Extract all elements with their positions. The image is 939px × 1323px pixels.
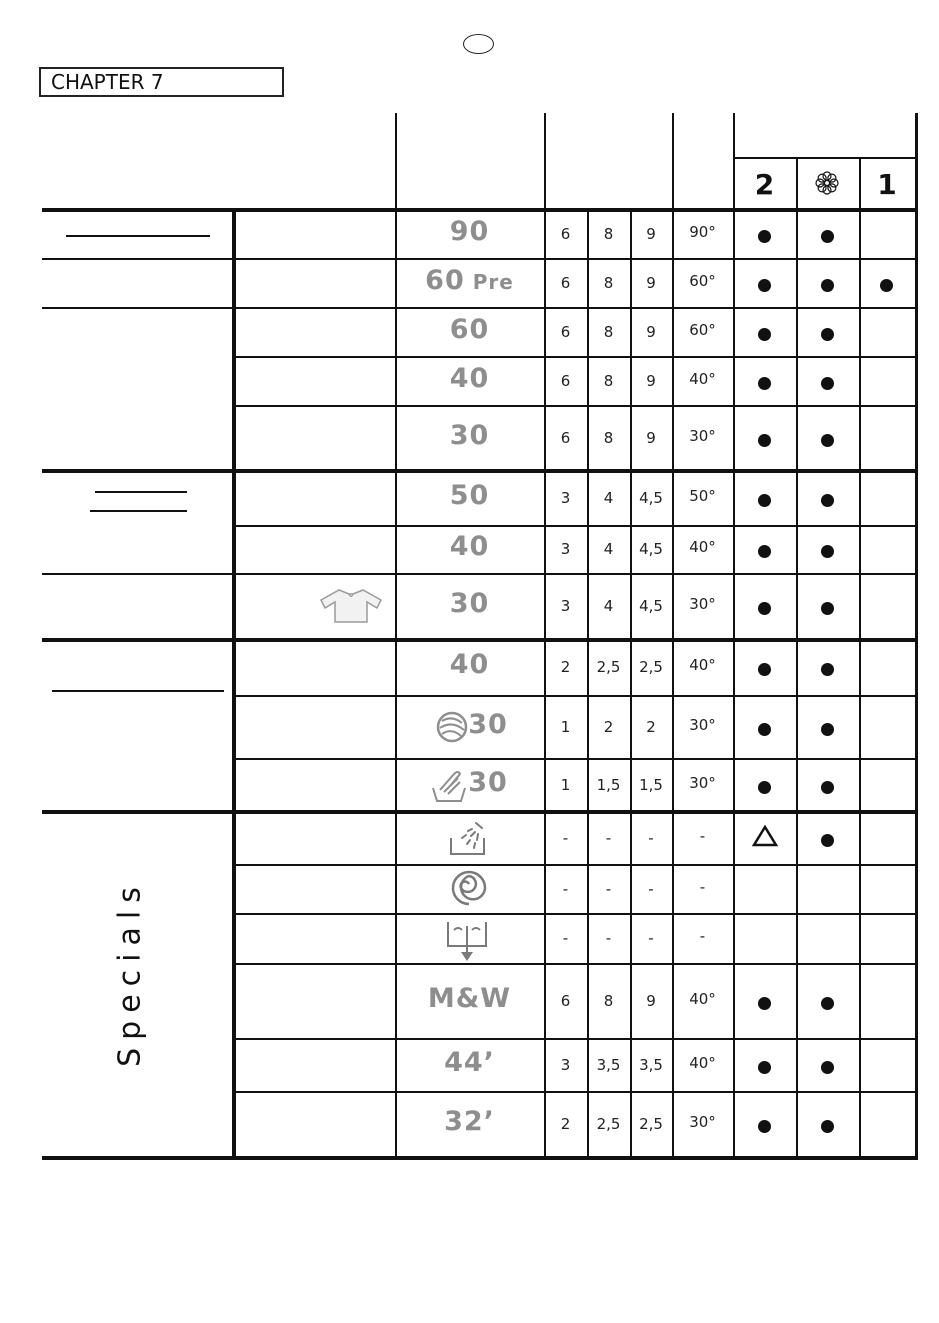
- load-c: 9: [646, 273, 656, 292]
- header-col-line: [796, 158, 798, 210]
- load-c: -: [648, 828, 654, 847]
- specials-label: Specials: [112, 879, 148, 1067]
- table-rule: [42, 810, 918, 814]
- temperature: 40°: [689, 656, 716, 674]
- body-col-line: [587, 210, 589, 1158]
- load-a: 3: [560, 1055, 571, 1074]
- table-rule: [42, 573, 232, 575]
- label-underline: [95, 491, 187, 493]
- temperature: 30°: [689, 1113, 716, 1131]
- label-underline: [90, 510, 187, 512]
- program-name: [395, 265, 544, 296]
- load-a: 6: [560, 428, 571, 447]
- load-c: 4,5: [639, 540, 663, 558]
- load-a: 6: [560, 273, 571, 292]
- table-rule: [236, 913, 917, 915]
- load-c: 9: [646, 428, 656, 447]
- dot-col-2: [758, 1061, 771, 1074]
- table-rule: [236, 758, 917, 760]
- dot-col-flower: [821, 328, 834, 341]
- program-name: 60: [449, 313, 490, 345]
- table-rule: [236, 695, 917, 697]
- load-b: 2: [603, 717, 614, 736]
- program-name: 32’: [444, 1106, 495, 1137]
- table-rule: [236, 1038, 917, 1040]
- temperature: 90°: [689, 222, 716, 241]
- program-name: 40: [449, 649, 490, 680]
- chapter-title: CHAPTER 7: [39, 67, 284, 97]
- dot-col-2: [758, 723, 771, 736]
- dot-col-2: [758, 545, 771, 558]
- load-a: 2: [560, 1115, 571, 1133]
- header-col-1: 1: [877, 168, 897, 201]
- load-a: 6: [560, 371, 571, 390]
- header-sub-line: [733, 157, 917, 159]
- temperature: 30°: [689, 426, 716, 445]
- load-c: 9: [646, 371, 656, 390]
- body-col-line: [544, 210, 546, 1158]
- dot-col-flower: [821, 434, 834, 447]
- load-c: -: [648, 879, 654, 898]
- dot-col-flower: [821, 1120, 834, 1133]
- temperature: 60°: [689, 320, 716, 339]
- temperature: -: [699, 877, 706, 896]
- body-col-line: [796, 210, 798, 1158]
- program-name: 30: [449, 419, 490, 451]
- temperature: -: [699, 826, 706, 845]
- header-col-line: [672, 113, 674, 210]
- wool-icon: [436, 711, 468, 743]
- temperature: 30°: [689, 715, 716, 734]
- load-a: -: [562, 828, 569, 847]
- header-col-line: [544, 113, 546, 210]
- label-underline: [52, 690, 224, 692]
- load-b: 8: [603, 273, 614, 292]
- load-b: -: [605, 828, 612, 847]
- language-badge: [463, 34, 494, 54]
- dot-col-2: [758, 663, 771, 676]
- dot-col-2: [758, 494, 771, 507]
- temperature: 60°: [689, 271, 716, 290]
- program-number: 60: [425, 264, 465, 296]
- load-c: 2,5: [639, 658, 663, 676]
- program-name: 40: [449, 362, 490, 394]
- temperature: 30°: [689, 773, 716, 792]
- program-name: 40: [449, 531, 490, 562]
- load-b: 1,5: [596, 775, 621, 794]
- load-b: 8: [603, 371, 614, 390]
- drain-icon: [445, 918, 489, 962]
- header-col-line: [395, 113, 397, 210]
- load-b: 4: [603, 597, 614, 615]
- load-a: 3: [560, 540, 571, 558]
- header-col-2: 2: [754, 168, 775, 201]
- load-b: 4: [603, 540, 614, 558]
- body-col-line: [395, 210, 397, 1158]
- dot-col-2: [758, 279, 771, 292]
- load-b: 8: [603, 428, 614, 447]
- load-b: 4: [603, 488, 614, 507]
- load-c: 3,5: [639, 1055, 663, 1074]
- table-rule: [236, 525, 917, 527]
- dot-col-flower: [821, 545, 834, 558]
- load-c: 9: [646, 224, 656, 243]
- temperature: 50°: [689, 486, 716, 505]
- table-rule: [42, 208, 918, 212]
- table-rule: [236, 864, 917, 866]
- table-rule: [42, 1156, 918, 1160]
- dot-col-flower: [821, 377, 834, 390]
- load-b: 2,5: [596, 658, 621, 676]
- dot-col-2: [758, 781, 771, 794]
- table-rule: [236, 1091, 917, 1093]
- dot-col-flower: [821, 723, 834, 736]
- dot-col-flower: [821, 230, 834, 243]
- load-a: 6: [560, 322, 571, 341]
- dot-col-2: [758, 1120, 771, 1133]
- temperature: 30°: [689, 595, 716, 613]
- header-col-line: [915, 113, 918, 210]
- table-rule: [42, 258, 917, 260]
- load-a: -: [562, 879, 569, 898]
- label-underline: [66, 235, 210, 237]
- body-col-line: [733, 210, 735, 1158]
- load-a: 3: [560, 597, 571, 615]
- load-a: 2: [560, 658, 571, 676]
- dot-col-flower: [821, 997, 834, 1010]
- program-name: 90: [449, 215, 490, 247]
- table-rule: [42, 307, 917, 309]
- temperature: 40°: [689, 1053, 716, 1072]
- load-c: -: [648, 929, 654, 947]
- body-col-line: [630, 210, 632, 1158]
- dot-col-flower: [821, 494, 834, 507]
- load-b: -: [605, 879, 612, 898]
- load-a: 6: [560, 991, 571, 1010]
- temperature: 40°: [689, 538, 716, 556]
- dot-col-2: [758, 377, 771, 390]
- temperature: -: [699, 927, 706, 945]
- table-rule: [42, 638, 918, 642]
- load-b: 3,5: [596, 1055, 621, 1074]
- load-b: 8: [603, 991, 614, 1010]
- program-name: 30: [468, 708, 508, 740]
- load-c: 4,5: [639, 597, 663, 615]
- body-col-line: [232, 210, 236, 1158]
- load-a: 6: [560, 224, 571, 243]
- load-a: 1: [560, 775, 571, 794]
- load-a: 3: [560, 488, 571, 507]
- table-rule: [42, 469, 918, 473]
- dot-col-2: [758, 328, 771, 341]
- temperature: 40°: [689, 989, 716, 1008]
- spin-icon: [449, 868, 489, 908]
- dot-col-flower: [821, 1061, 834, 1074]
- temperature: 40°: [689, 369, 716, 388]
- dot-col-flower: [821, 602, 834, 615]
- load-a: 1: [560, 717, 571, 736]
- program-name: M&W: [427, 982, 512, 1014]
- dot-col-2: [758, 230, 771, 243]
- load-c: 9: [646, 991, 656, 1010]
- load-c: 2: [646, 717, 656, 736]
- body-col-line: [672, 210, 674, 1158]
- program-suffix: Pre: [464, 269, 514, 294]
- table-rule: [236, 963, 917, 965]
- program-name: 30: [468, 766, 508, 798]
- program-name: 50: [449, 479, 490, 511]
- load-b: 2,5: [596, 1115, 621, 1133]
- table-rule: [236, 356, 917, 358]
- program-name: 30: [449, 588, 490, 619]
- load-c: 4,5: [639, 488, 663, 507]
- table-rule: [236, 573, 917, 575]
- load-c: 1,5: [639, 775, 663, 794]
- body-col-line: [859, 210, 861, 1158]
- dot-col-2: [758, 602, 771, 615]
- shirt-icon: [319, 586, 383, 624]
- body-col-line: [915, 210, 918, 1160]
- table-rule: [236, 405, 917, 407]
- dot-col-2: [758, 434, 771, 447]
- program-name: 44’: [444, 1046, 495, 1078]
- load-a: -: [562, 929, 569, 947]
- load-b: -: [605, 929, 612, 947]
- dot-col-flower: [821, 781, 834, 794]
- load-b: 8: [603, 322, 614, 341]
- load-c: 2,5: [639, 1115, 663, 1133]
- rinse-icon: [448, 820, 488, 858]
- load-c: 9: [646, 322, 656, 341]
- dot-col-2: [758, 997, 771, 1010]
- dot-col-flower: [821, 834, 834, 847]
- dot-col-1: [880, 279, 893, 292]
- flower-icon: [814, 170, 840, 196]
- triangle-icon: [752, 825, 778, 847]
- dot-col-flower: [821, 279, 834, 292]
- dot-col-flower: [821, 663, 834, 676]
- load-b: 8: [603, 224, 614, 243]
- hand-wash-icon: [430, 768, 466, 802]
